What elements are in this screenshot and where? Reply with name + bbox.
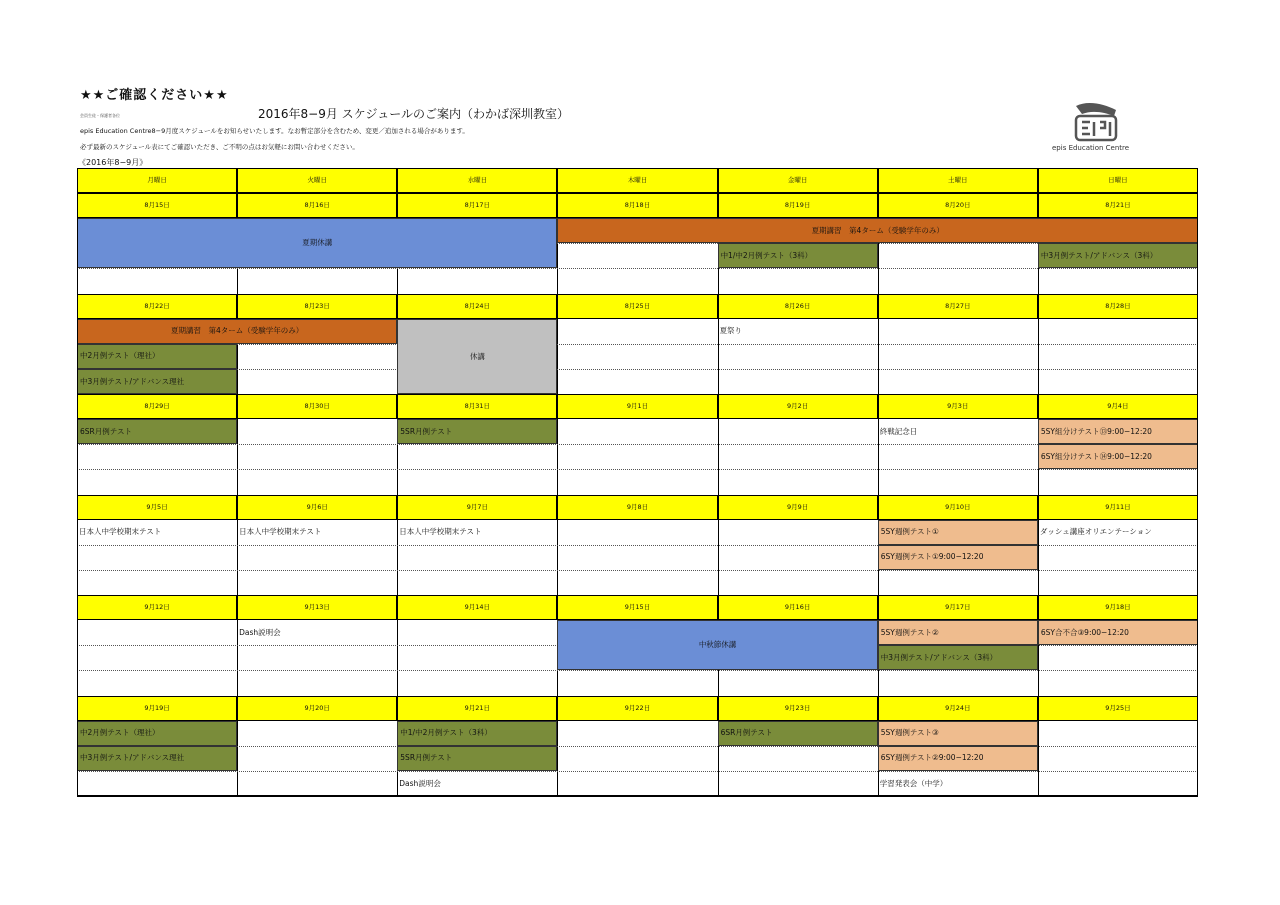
schedule-event: 終戦記念日 (879, 426, 918, 436)
slot-separator (77, 344, 1198, 345)
logo-wordmark: epis Education Centre (1052, 144, 1130, 152)
date-header: 9月18日 (1038, 595, 1198, 620)
date-header: 8月26日 (718, 294, 878, 319)
weekday-header: 月曜日 (77, 168, 237, 193)
schedule-event: 日本人中学校期末テスト (239, 527, 322, 537)
notice-line-1: epis Education Centre8−9月度スケジュールをお知らせいたします。なお暫定部分を含むため、変更／追加される場合があります。 (80, 127, 469, 135)
date-header: 9月6日 (237, 495, 397, 520)
date-header: 9月20日 (237, 696, 397, 721)
schedule-event: 中3月例テスト/アドバンス理社 (77, 369, 237, 394)
schedule-event: 6SR月例テスト (718, 721, 878, 746)
week-divider (77, 796, 1198, 797)
date-header: 9月23日 (718, 696, 878, 721)
date-header: 9月25日 (1038, 696, 1198, 721)
schedule-event: Dash説明会 (239, 627, 281, 637)
schedule-event: 5SY組分けテスト⑬9:00−12:20 (1038, 419, 1198, 444)
schedule-event: 夏期講習 第4ターム（受験学年のみ） (557, 218, 1198, 243)
slot-separator (77, 444, 1198, 445)
date-header: 9月22日 (557, 696, 717, 721)
schedule-event: 日本人中学校期末テスト (399, 527, 482, 537)
date-header: 9月9日 (718, 495, 878, 520)
date-header: 9月14日 (397, 595, 557, 620)
schedule-event: 中3月例テスト/アドバンス（3科） (878, 645, 1038, 670)
slot-separator (77, 570, 1198, 571)
date-header: 9月19日 (77, 696, 237, 721)
date-header: 8月25日 (557, 294, 717, 319)
weekday-header: 日曜日 (1038, 168, 1198, 193)
date-header: 8月21日 (1038, 193, 1198, 218)
schedule-event: 中2月例テスト（理社） (77, 344, 237, 369)
date-header: 8月18日 (557, 193, 717, 218)
schedule-event: 中1/中2月例テスト（3科） (397, 721, 557, 746)
date-header: 9月13日 (237, 595, 397, 620)
schedule-event: 5SR月例テスト (397, 419, 557, 444)
date-header: 8月16日 (237, 193, 397, 218)
slot-separator (77, 369, 1198, 370)
date-header: 8月19日 (718, 193, 878, 218)
date-header: 8月28日 (1038, 294, 1198, 319)
date-header: 9月7日 (397, 495, 557, 520)
schedule-event: 中3月例テスト/アドバンス（3科） (1038, 243, 1198, 268)
date-header: 9月12日 (77, 595, 237, 620)
date-header: 9月11日 (1038, 495, 1198, 520)
notice-line-2: 必ず最新のスケジュール表にてご確認いただき、ご不明の点はお気軽にお問い合わせください。 (80, 143, 359, 151)
schedule-grid (77, 168, 1198, 796)
date-header: 8月29日 (77, 394, 237, 419)
date-header: 9月2日 (718, 394, 878, 419)
epis-logo (1050, 100, 1150, 156)
date-header: 8月24日 (397, 294, 557, 319)
date-header: 8月20日 (878, 193, 1038, 218)
date-header: 8月15日 (77, 193, 237, 218)
schedule-event: 6SY週例テスト②9:00−12:20 (878, 746, 1038, 771)
weekday-header: 金曜日 (718, 168, 878, 193)
date-header: 9月5日 (77, 495, 237, 520)
schedule-event: ダッシュ講座オリエンテーション (1039, 527, 1152, 537)
date-header: 9月16日 (718, 595, 878, 620)
date-header: 9月1日 (557, 394, 717, 419)
slot-separator (77, 670, 1198, 671)
schedule-event: 6SY合不合③9:00−12:20 (1038, 620, 1198, 645)
date-header: 9月8日 (557, 495, 717, 520)
schedule-event: 中3月例テスト/アドバンス理社 (77, 746, 237, 771)
epis-logo-icon (1070, 100, 1122, 144)
schedule-event: 学習発表会（中学） (879, 778, 948, 788)
weekday-header: 水曜日 (397, 168, 557, 193)
schedule-event: 夏期講習 第4ターム（受験学年のみ） (77, 319, 397, 344)
schedule-event: 中1/中2月例テスト（3科） (718, 243, 878, 268)
weekday-header: 木曜日 (557, 168, 717, 193)
schedule-event: 6SY週例テスト①9:00−12:20 (878, 545, 1038, 570)
schedule-event: 夏祭り (719, 326, 743, 336)
schedule-event: 5SY週例テスト① (878, 520, 1038, 545)
schedule-event: 6SY組分けテスト⑭9:00−12:20 (1038, 444, 1198, 469)
schedule-event: 夏期休講 (77, 218, 557, 268)
date-header: 8月23日 (237, 294, 397, 319)
date-header: 8月22日 (77, 294, 237, 319)
confirm-heading: ★★ご確認ください★★ (80, 88, 229, 103)
slot-separator (77, 469, 1198, 470)
schedule-event: 中2月例テスト（理社） (77, 721, 237, 746)
schedule-event: Dash説明会 (399, 778, 441, 788)
schedule-event: 5SY週例テスト② (878, 620, 1038, 645)
schedule-event: 中秋節休講 (557, 620, 877, 670)
date-header: 9月17日 (878, 595, 1038, 620)
date-header: 9月3日 (878, 394, 1038, 419)
schedule-event: 6SR月例テスト (77, 419, 237, 444)
date-header: 8月31日 (397, 394, 557, 419)
document-title: 2016年8−9月 スケジュールのご案内（わかば深圳教室） (258, 107, 569, 121)
date-header: 9月10日 (878, 495, 1038, 520)
date-header: 8月27日 (878, 294, 1038, 319)
schedule-event: 休講 (397, 319, 557, 395)
date-header: 9月15日 (557, 595, 717, 620)
slot-separator (77, 268, 1198, 269)
schedule-event: 5SY週例テスト③ (878, 721, 1038, 746)
schedule-event: 日本人中学校期末テスト (79, 527, 162, 537)
date-header: 9月21日 (397, 696, 557, 721)
schedule-event: 5SR月例テスト (397, 746, 557, 771)
weekday-header: 火曜日 (237, 168, 397, 193)
audience-label: 会員生徒・保護者各位 (80, 113, 120, 118)
date-header: 8月30日 (237, 394, 397, 419)
weekday-header: 土曜日 (878, 168, 1038, 193)
date-header: 8月17日 (397, 193, 557, 218)
period-label: 《2016年8−9月》 (78, 158, 148, 167)
date-header: 9月4日 (1038, 394, 1198, 419)
date-header: 9月24日 (878, 696, 1038, 721)
